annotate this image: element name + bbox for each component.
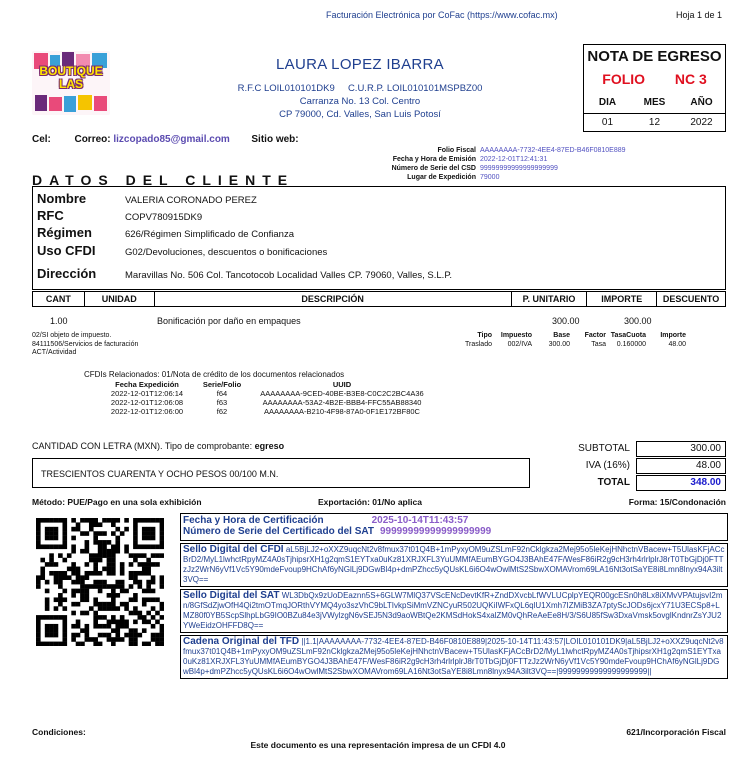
uso-value: G02/Devoluciones, descuentos o bonificaciones — [125, 247, 328, 258]
condiciones: Condiciones: — [32, 727, 86, 737]
metodo-pago: Método: PUE/Pago en una sola exhibición — [32, 497, 202, 507]
regimen-label: Régimen — [37, 225, 92, 240]
subtotal-row — [560, 440, 726, 457]
cliente-uso-row — [37, 243, 327, 258]
footer-note: Este documento es una representación impresa de un CFDI 4.0 — [250, 740, 506, 750]
nota-title: NOTA DE EGRESO — [587, 48, 722, 65]
table-row — [92, 389, 442, 398]
total-row — [560, 474, 726, 491]
cert-serie-value: 99999999999999999999 — [379, 526, 492, 537]
total-label: TOTAL — [597, 477, 630, 488]
regimen-fiscal-emisor: 621/Incorporación Fiscal — [626, 727, 726, 737]
tax-header: Factor — [584, 332, 606, 339]
rel-uuid: AAAAAAAA-9CED-40BE-B3E8-C0C2C2BC4A36 — [260, 389, 424, 398]
cantidad-label-text: CANTIDAD CON LETRA (MXN). Tipo de comprobante: — [32, 441, 253, 451]
day-value: 01 — [601, 117, 614, 128]
cert-fecha-row — [183, 515, 725, 526]
cliente-direccion-row — [37, 266, 452, 281]
tax-header: Importe — [660, 332, 686, 339]
cadena-label: Cadena Original del TFD — [183, 636, 300, 647]
certification-area — [180, 513, 728, 681]
fiscal-key: Fecha y Hora de Emisión — [392, 156, 476, 163]
cantidad-letra-box — [32, 458, 530, 488]
cliente-box — [32, 186, 726, 290]
tax-value: 48.00 — [668, 340, 686, 348]
cert-fecha-label: Fecha y Hora de Certificación — [183, 515, 324, 526]
item-importe: 300.00 — [624, 316, 652, 326]
rfc-value: COPV780915DK9 — [125, 212, 203, 223]
iva-label: IVA (16%) — [585, 460, 630, 471]
header-descuento: DESCUENTO — [662, 294, 720, 304]
fiscal-value: 99999999999999999999 — [480, 165, 558, 172]
nombre-label: Nombre — [37, 191, 87, 206]
fiscal-value: 79000 — [480, 174, 500, 181]
rfc-label: RFC — [37, 208, 64, 223]
fiscal-value: AAAAAAAA-7732-4EE4-87ED-B46F0810E889 — [480, 147, 626, 154]
cliente-title: DATOS DEL CLIENTE — [32, 172, 295, 188]
cel-label: Cel: — [32, 134, 51, 145]
rel-header-row — [92, 380, 442, 389]
year-label: AÑO — [690, 97, 713, 108]
issuer-info — [220, 56, 500, 120]
header-importe: IMPORTE — [587, 292, 657, 306]
web-label: Sitio web: — [251, 134, 299, 145]
fiscal-info — [330, 146, 626, 182]
nombre-value: VALERIA CORONADO PEREZ — [125, 195, 257, 206]
provider-link[interactable]: Facturación Electrónica por CoFac (https://www.cofac.mx) — [326, 10, 558, 20]
boutique-logo — [32, 51, 110, 115]
item-cant: 1.00 — [50, 316, 68, 326]
header-unidad: UNIDAD — [85, 292, 155, 306]
exportacion: Exportación: 01/No aplica — [318, 497, 422, 507]
rel-folio: f63 — [216, 398, 228, 407]
sello-sat-value: WL3DbQx9zUoDEaznn5S+6GLW7MlQ37VScENcDevtKfR+ZndDXvcbLfWVLUCplpYEQR00gcESn0h8Lx8iXMvVPAtujsvI2mn/8GfSdZjwOfH4Qi2tmOTmqJORthVYMQ4yo3szVhC9bLTIvkpSiMmVZNCyuR502UQKiIWFxQL6qlU1Xmh7IZMiB3ZA7ptyScJODs6jcxY71U3ECSp8+LMZ80f0YB5ScpSlhpLbG9IO0BZu84e3jVWylzgN6vSEJ5N3d9aoWBtQe2KMSdHokS4xalZM0vQhReAeEe8H/3/S6U85fSw3DxaVmsk5ovglKndnrZsYJU2YWeEidzOHFFD8Q== — [183, 591, 723, 630]
month-label: MES — [643, 97, 666, 108]
tax-value: Traslado — [465, 340, 492, 348]
rel-uuid: AAAAAAAA-53A2-4B2E-BBB4-FFC55AB88340 — [262, 398, 422, 407]
header-descripcion: DESCRIPCIÓN — [155, 292, 512, 306]
rel-folio: f62 — [216, 407, 228, 416]
tax-value: 0.160000 — [616, 340, 646, 348]
sello-cfdi-label: Sello Digital del CFDI — [183, 544, 284, 555]
cadena-original-block — [180, 635, 728, 679]
rel-header: Serie/Folio — [202, 380, 242, 389]
tax-header: TasaCuota — [610, 332, 646, 339]
cert-serie-row — [183, 526, 725, 537]
issuer-address-line1: Carranza No. 13 Col. Centro — [299, 96, 421, 107]
fiscal-key: Lugar de Expedición — [407, 174, 476, 181]
table-row — [92, 407, 442, 416]
folio-label: FOLIO — [602, 71, 646, 87]
sello-sat-label: Sello Digital del SAT — [183, 590, 280, 601]
rel-folio: f64 — [216, 389, 228, 398]
item-objeto: 02/SI objeto de impuesto. — [32, 332, 112, 339]
total-value: 348.00 — [636, 475, 726, 491]
email-link[interactable]: lizcopado85@gmail.com — [113, 134, 230, 145]
fiscal-value: 2022-12-01T12:41:31 — [480, 156, 548, 163]
sello-cfdi-block — [180, 543, 728, 587]
cantidad-letra-text: TRESCIENTOS CUARENTA Y OCHO PESOS 00/100 M.N. — [41, 469, 279, 479]
direccion-value: Maravillas No. 506 Col. Tancotocob Localidad Valles CP. 79060, Valles, S.L.P. — [125, 270, 453, 281]
cert-serie-label: Número de Serie del Certificado del SAT — [183, 526, 374, 537]
rel-header: UUID — [332, 380, 352, 389]
logo-text: BOUTIQUE LAS — [39, 64, 103, 91]
month-value: 12 — [648, 117, 661, 128]
fiscal-row — [330, 173, 626, 182]
tax-header: Base — [553, 332, 570, 339]
iva-row — [560, 457, 726, 474]
tax-header: Tipo — [477, 332, 492, 339]
tax-value: 300.00 — [548, 340, 570, 348]
fiscal-key: Folio Fiscal — [437, 147, 476, 154]
iva-value: 48.00 — [636, 458, 726, 474]
fiscal-row — [330, 164, 626, 173]
folio-value: NC 3 — [674, 71, 707, 87]
tax-value: 002/IVA — [507, 340, 532, 348]
tax-header: Impuesto — [500, 332, 532, 339]
fiscal-row — [330, 146, 626, 155]
tipo-comprobante: egreso — [254, 441, 285, 451]
uso-label: Uso CFDI — [37, 243, 96, 258]
item-unitario: 300.00 — [552, 316, 580, 326]
year-value: 2022 — [690, 117, 713, 128]
contact-row — [32, 134, 299, 145]
sello-sat-block — [180, 589, 728, 633]
table-row — [92, 398, 442, 407]
tax-value-row — [440, 341, 686, 350]
tax-table — [440, 332, 686, 349]
fiscal-key: Número de Serie del CSD — [391, 165, 476, 172]
tax-header-row — [440, 332, 686, 341]
date-values — [584, 113, 725, 128]
issuer-name: LAURA LOPEZ IBARRA — [276, 56, 444, 73]
rel-fecha: 2022-12-01T12:06:14 — [110, 389, 184, 398]
item-descripcion: Bonificación por daño en empaques — [157, 316, 301, 326]
subtotal-value: 300.00 — [636, 441, 726, 457]
rel-fecha: 2022-12-01T12:06:00 — [110, 407, 184, 416]
day-label: DIA — [598, 97, 617, 108]
sello-cfdi-value: aL5BjLJ2+oXXZ9uqcNt2v8fmux37t01Q4B+1mPyxyOM9uZSLmF92nCklgkza2Mej95o5leKejHNhctnVBacew+T5UlasKFjACcBrD2/MyL1lwhctRpyMZ4A0sTjhipsrXH1g2qmS1EYTxa0uKz81XRJXFL3YuUMMfAEumBYGO4J3BAhE47F/WesF86iR2g9cH3rh4rlrlplrJ8rT0TbGjDj0FTTzJz2WrN6yVf1Vc5Y90mdeFvoup9HChAf6yNGlLj9DGwBl4p+dmPZhcc5yQUsKL6i6O4wOwlMtS2SbwXOMAVrom69LA16Nt3otSaYE8i8Lmn8lnyx94A3ilt3VQ== — [183, 545, 725, 584]
cert-header-block — [180, 513, 728, 541]
item-subdetails — [32, 332, 232, 358]
email-label: Correo: — [74, 134, 111, 145]
rel-header: Fecha Expedición — [115, 380, 179, 389]
issuer-address-line2: CP 79000, Cd. Valles, San Luis Potosí — [279, 109, 441, 120]
rel-fecha: 2022-12-01T12:06:08 — [110, 398, 184, 407]
item-clave: 84111506/Servicios de facturación — [32, 340, 139, 348]
date-labels — [584, 97, 725, 108]
rel-uuid: AAAAAAAA-B210-4F98-87A0-0F1E172BF80C — [264, 407, 420, 416]
cliente-regimen-row — [37, 225, 294, 240]
qr-code-icon — [36, 518, 164, 646]
folio-row — [584, 71, 725, 87]
cadena-value: ||1.1|AAAAAAAA-7732-4EE4-87ED-B46F0810E889|2025-10-14T11:43:57|LOIL010101DK9|aL5BjLJ2+oXXZ9uqcNt2v8fmux37t01Q4B+1mPyxyOM9uZSLmF92nCklgkza2Mej95o5leKejHNhctnVBacew+T5UlasKFjACcBrD2/MyL1lwhctRpyMZ4A0sTjhipsrXH1g2qmS1EYTxa0uKz81XRJXFL3YuUMMfAEumBYGO4J3BAhE47F/WesF86iR2g9cH3rh4rlrlplrJ8rT0TbGjDj0FTTzJz2WrN6yVf1Vc5Y90mdeFvoup9HChAf6yNGlLj9DGwBl4p+dmPZhcc5yQUsKL6i6O4wOwlMtS2SbwXOMAVrom69LA16Nt3otSaYE8i8Lmn8lnyx94A3ilt3VQ==|99999999999999999999|| — [183, 637, 724, 676]
item-unidad: ACT/Actividad — [32, 349, 77, 356]
cliente-nombre-row — [37, 191, 257, 206]
direccion-label: Dirección — [37, 266, 97, 281]
header-cant: CANT — [33, 292, 85, 306]
totals-panel — [560, 440, 726, 491]
cfdi-relacionados-title: CFDIs Relacionados: 01/Nota de crédito de los documentos relacionados — [84, 370, 345, 379]
subtotal-label: SUBTOTAL — [578, 443, 630, 454]
regimen-value: 626/Régimen Simplificado de Confianza — [125, 229, 294, 240]
nota-egreso-box — [583, 44, 726, 132]
items-header — [32, 291, 726, 307]
header-unitario: P. UNITARIO — [512, 292, 588, 306]
cantidad-letra-label — [32, 441, 284, 451]
forma-pago: Forma: 15/Condonación — [628, 497, 726, 507]
cfdi-relacionados-table — [92, 380, 442, 416]
fiscal-row — [330, 155, 626, 164]
cliente-rfc-row — [37, 208, 202, 223]
cert-fecha-value: 2025-10-14T11:43:57 — [371, 515, 469, 526]
page-number: Hoja 1 de 1 — [676, 10, 723, 20]
issuer-ids: R.F.C LOIL010101DK9 C.U.R.P. LOIL010101MSPBZ00 — [237, 83, 483, 94]
tax-value: Tasa — [591, 340, 606, 348]
